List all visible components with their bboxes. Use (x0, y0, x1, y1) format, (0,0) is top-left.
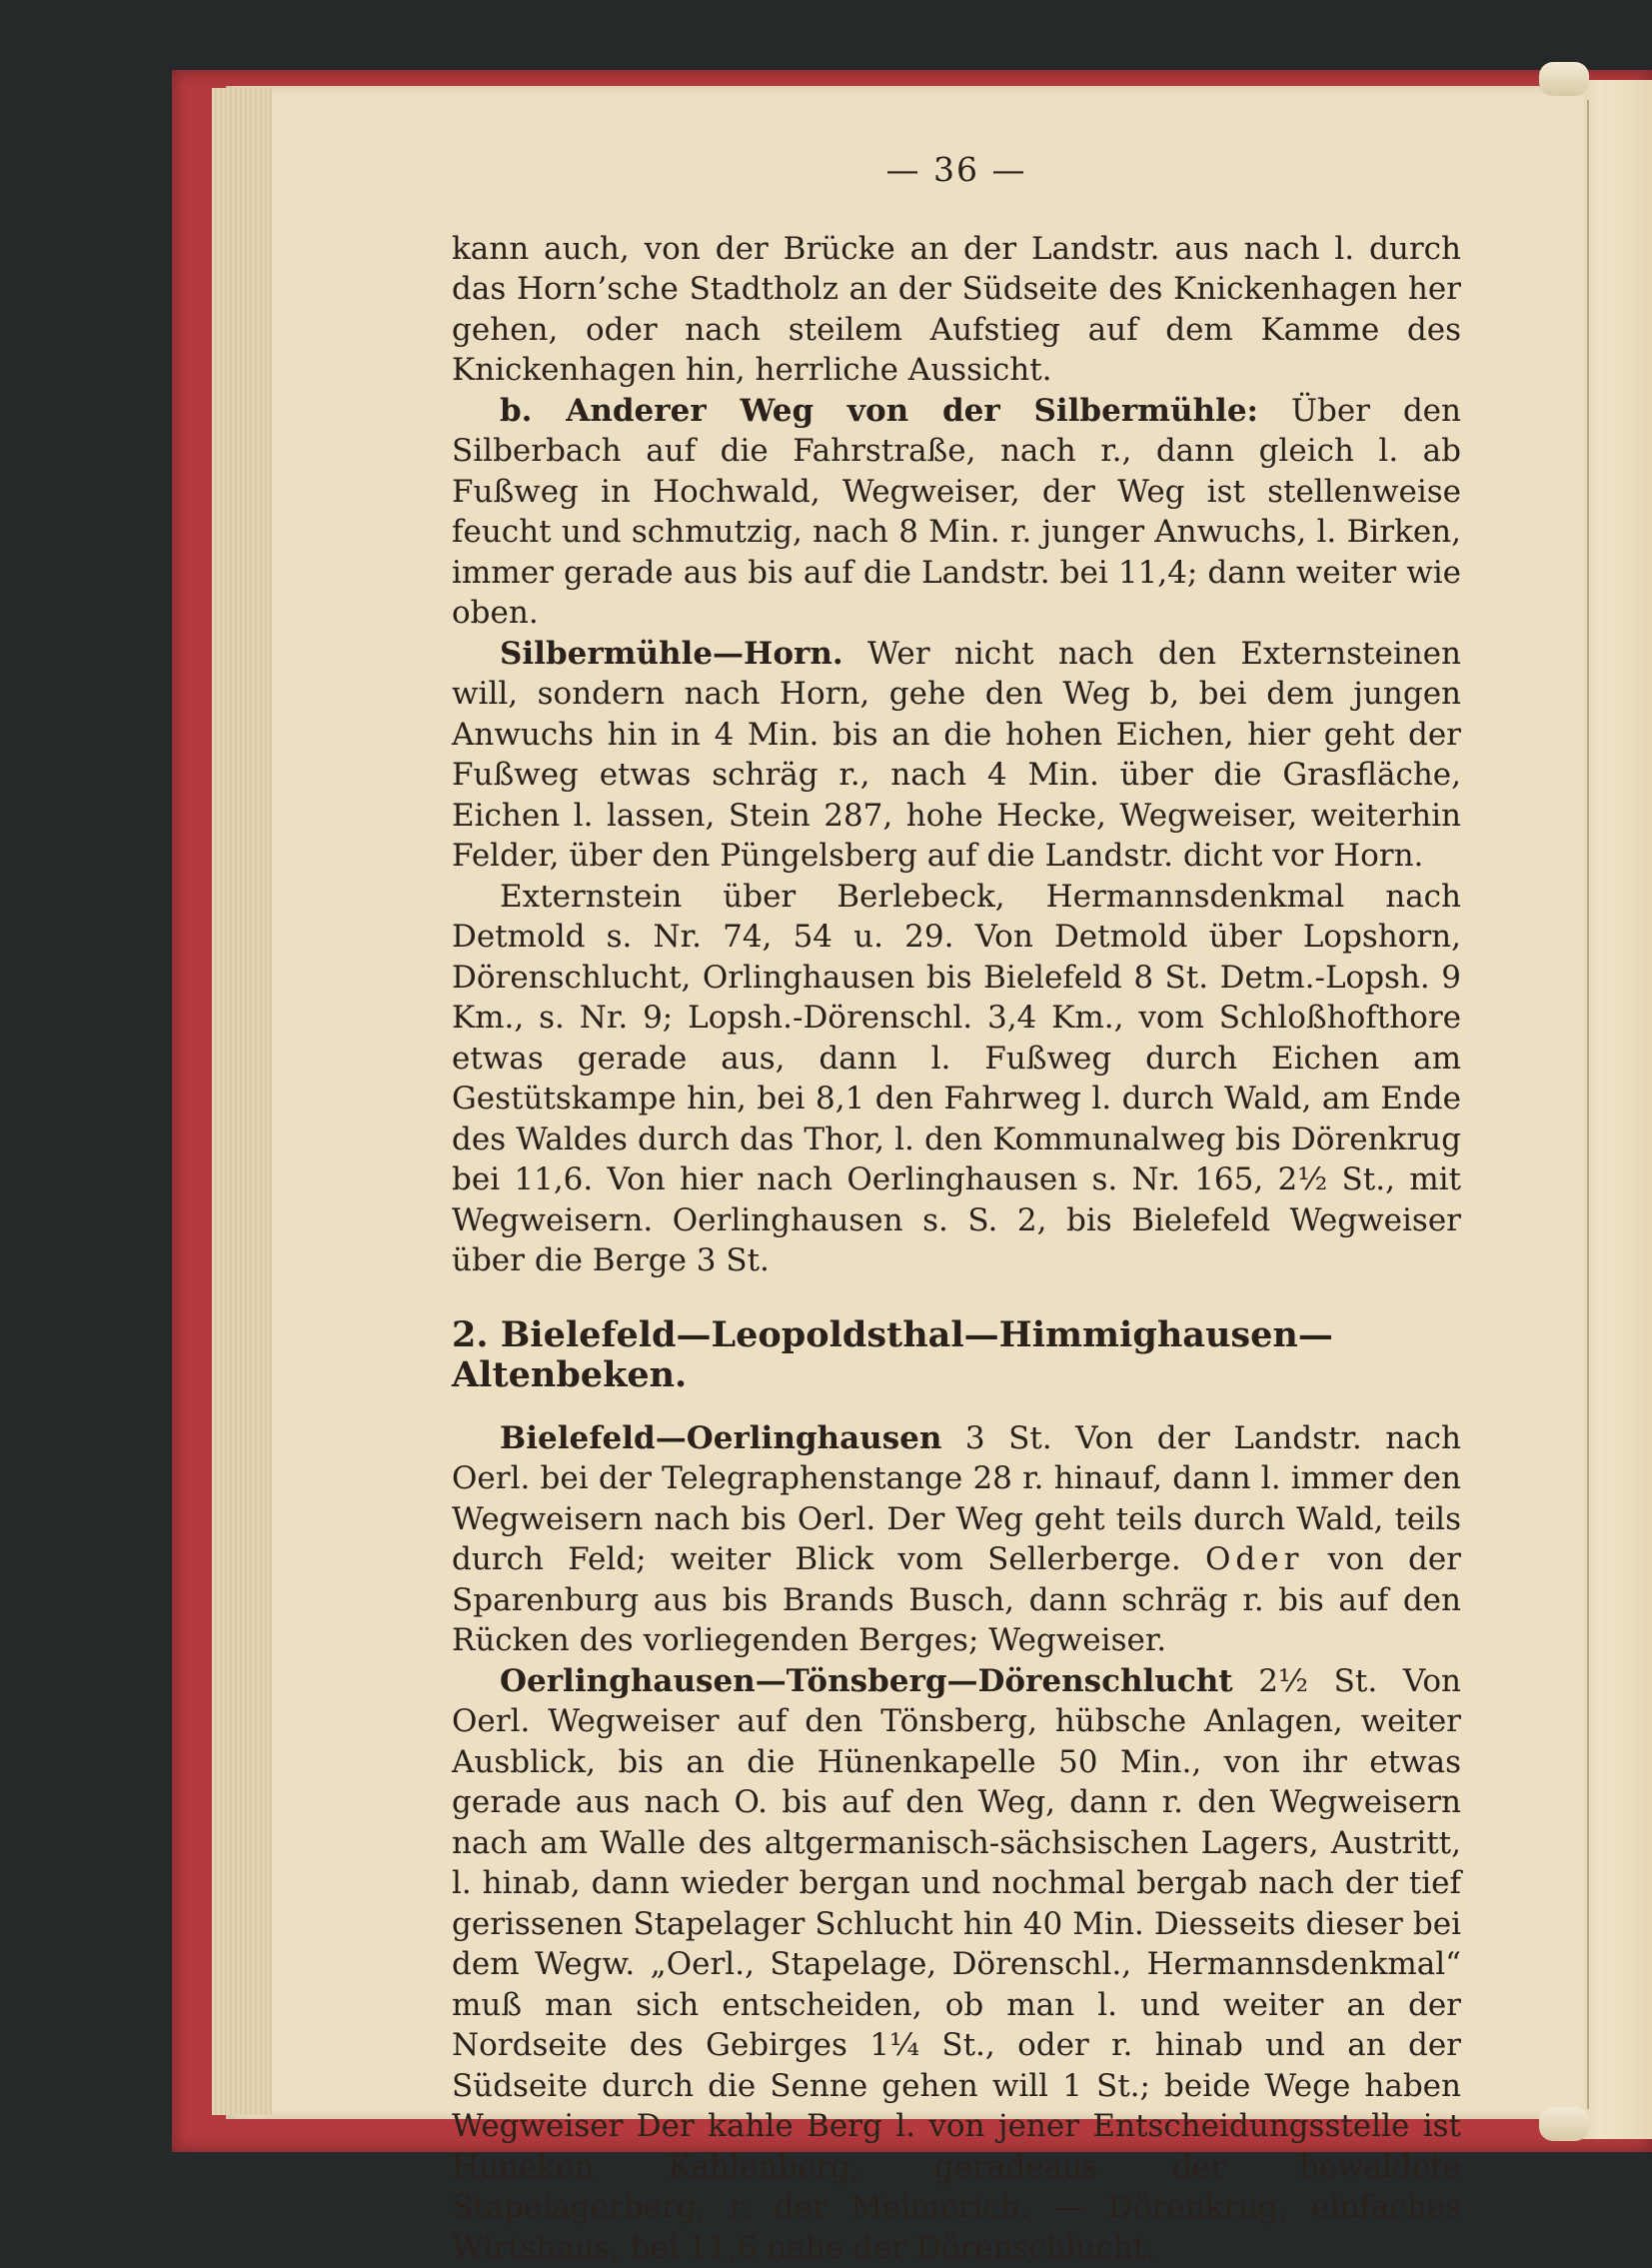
page-stack-edges (212, 88, 272, 2115)
paragraph-tail: von der Sparenburg aus bis Brands Busch, dann schräg r. bis auf den Rücken des vorliegenden Berges; Wegweiser. (452, 1541, 1461, 1658)
paragraph (452, 634, 1461, 877)
spaced-word: Oder (1205, 1541, 1303, 1577)
paragraph-body: kann auch, von der Brücke an der Landstr. aus nach l. durch das Horn’sche Stadtholz an der Südseite des Knickenhagen her gehen, oder nach steilem Aufstieg auf dem Kamme des Knickenhagen hin, herrliche Aussicht. (452, 231, 1461, 389)
paragraph-body: Externstein über Berlebeck, Hermannsdenkmal nach Detmold s. Nr. 74, 54 u. 29. Von Detmold über Lopshorn, Dörenschlucht, Orlinghausen bis Bielefeld 8 St. Detm.-Lopsh. 9 Km., s. Nr. 9; Lopsh.-Dörenschl. 3,4 Km., vom Schloßhofthore etwas gerade aus, dann l. Fußweg durch Eichen am Gestütskampe hin, bei 8,1 den Fahrweg l. durch Wald, am Ende des Waldes durch das Thor, l. den Kommunalweg bis Dörenkrug bei 11,6. Von hier nach Oerlinghausen s. Nr. 165, 2½ St., mit Wegweisern. Oerlinghausen s. S. 2, bis Bielefeld Wegweiser über die Berge 3 St. (452, 879, 1461, 1279)
paragraph-lead: Oerlinghausen—Tönsberg—Dörenschlucht (500, 1663, 1233, 1699)
page-number: — 36 — (452, 150, 1461, 191)
binding-thread-top (1539, 62, 1589, 96)
paragraph (452, 391, 1461, 634)
page-text (452, 150, 1461, 2268)
paragraph-lead: b. Anderer Weg von der Silbermühle: (500, 393, 1258, 429)
paragraph-lead: Bielefeld—Oerlinghausen (500, 1420, 941, 1456)
paragraph-group-a (452, 229, 1461, 1281)
binding-thread-bottom (1539, 2107, 1589, 2141)
paragraph-body: 3 St. Von der Landstr. nach Oerl. bei der Telegraphenstange 28 r. hinauf, dann l. immer den Wegweisern nach bis Oerl. Der Weg geht teils durch Wald, teils durch Feld; weiter Blick vom Sellerberge. (452, 1420, 1461, 1578)
paragraph-body: Wer nicht nach den Externsteinen will, sondern nach Horn, gehe den Weg b, bei dem jungen Anwuchs hin in 4 Min. bis an die hohen Eichen, hier geht der Fußweg etwas schräg r., nach 4 Min. über die Grasfläche, Eichen l. lassen, Stein 287, hohe Hecke, Wegweiser, weiterhin Felder, über den Püngelsberg auf die Landstr. dicht vor Horn. (452, 636, 1461, 875)
paragraph (452, 877, 1461, 1281)
paragraph-lead: Silbermühle—Horn. (500, 636, 843, 672)
paragraph-body: 2½ St. Von Oerl. Wegweiser auf den Tönsberg, hübsche Anlagen, weiter Ausblick, bis an die Hünenkapelle 50 Min., von ihr etwas gerade aus nach O. bis auf den Weg, dann r. den Wegweisern nach am Walle des altgermanisch-sächsischen Lagers, Austritt, l. hinab, dann wieder bergan und nochmal bergab nach der tief gerissenen Stapelager Schlucht hin 40 Min. Diesseits dieser bei dem Wegw. „Oerl., Stapelage, Dörenschl., Hermannsdenkmal“ muß man sich entscheiden, ob man l. und weiter an der Nordseite des Gebirges 1¼ St., oder r. hinab und an der Südseite durch die Senne gehen will 1 St.; beide Wege haben Wegweiser Der kahle Berg l. von jener Entscheidungsstelle ist Huneken Kahlenberg, geradeaus der bewaldete Stapelagerberg, r. der Meimerich. — Dörenkrug, einfaches Wirtshaus, bei 11,6 nahe der Dörenschlucht. (452, 1663, 1461, 2266)
page-gutter-line (1587, 100, 1589, 2109)
paragraph (452, 229, 1461, 391)
paragraph (452, 1661, 1461, 2268)
section-heading: 2. Bielefeld—Leopoldsthal—Himmighausen—Altenbeken. (452, 1315, 1461, 1396)
paragraph (452, 1418, 1461, 1661)
paragraph-body: Über den Silberbach auf die Fahrstraße, nach r., dann gleich l. ab Fußweg in Hochwald, Wegweiser, der Weg ist stellenweise feucht und schmutzig, nach 8 Min. r. junger Anwuchs, l. Birken, immer gerade aus bis auf die Landstr. bei 11,4; dann weiter wie oben. (452, 393, 1461, 632)
paragraph-group-b (452, 1418, 1461, 2268)
